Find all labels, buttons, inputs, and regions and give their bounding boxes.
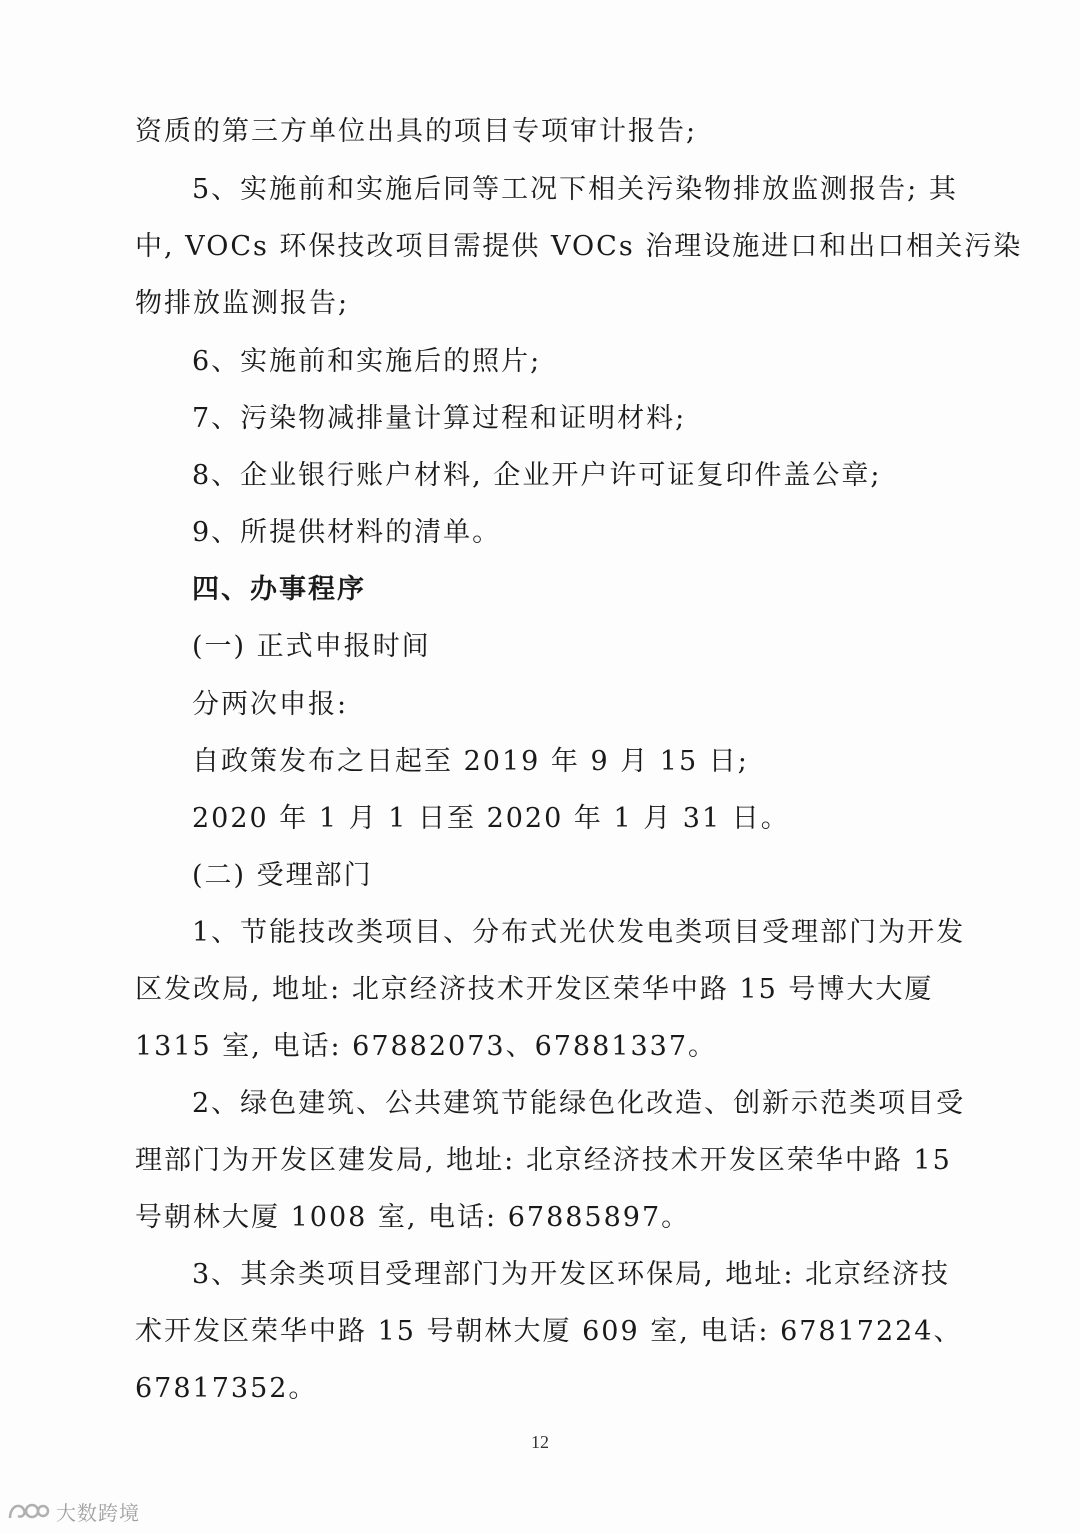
body-line-17: 1315 室, 电话: 67882073、67881337。 (135, 1031, 717, 1062)
list-item-8: 8、企业银行账户材料, 企业开户许可证复印件盖公章; (192, 460, 882, 491)
list-item-9: 9、所提供材料的清单。 (192, 517, 502, 548)
body-line-13: 2020 年 1 月 1 日至 2020 年 1 月 31 日。 (192, 803, 790, 834)
list-item-2: 2、绿色建筑、公共建筑节能绿色化改造、创新示范类项目受 (192, 1088, 966, 1119)
section-heading: 四、办事程序 (192, 574, 366, 605)
body-line-20: 号朝林大厦 1008 室, 电话: 67885897。 (135, 1202, 691, 1233)
page-number: 12 (531, 1432, 549, 1452)
body-line-11: 分两次申报: (192, 689, 349, 720)
body-line-1: 资质的第三方单位出具的项目专项审计报告; (135, 116, 698, 147)
body-line-22: 术开发区荣华中路 15 号朝林大厦 609 室, 电话: 67817224、 (135, 1316, 963, 1347)
list-item-6: 6、实施前和实施后的照片; (192, 346, 542, 377)
body-line-3: 中, VOCs 环保技改项目需提供 VOCs 治理设施进口和出口相关污染 (135, 231, 1023, 262)
list-item-5: 5、实施前和实施后同等工况下相关污染物排放监测报告; 其 (192, 174, 958, 205)
list-item-1: 1、节能技改类项目、分布式光伏发电类项目受理部门为开发 (192, 917, 966, 948)
subsection-heading-2: (二) 受理部门 (192, 860, 373, 891)
body-line-16: 区发改局, 地址: 北京经济技术开发区荣华中路 15 号博大大厦 (135, 974, 934, 1005)
watermark-text: 大数跨境 (56, 1500, 140, 1525)
body-line-23: 67817352。 (135, 1373, 318, 1404)
list-item-7: 7、污染物减排量计算过程和证明材料; (192, 403, 687, 434)
watermark (6, 1496, 140, 1526)
list-item-3: 3、其余类项目受理部门为开发区环保局, 地址: 北京经济技 (192, 1259, 951, 1290)
subsection-heading-1: (一) 正式申报时间 (192, 631, 431, 662)
body-line-19: 理部门为开发区建发局, 地址: 北京经济技术开发区荣华中路 15 (135, 1145, 952, 1176)
brand-logo-icon (6, 1498, 50, 1524)
body-line-4: 物排放监测报告; (135, 288, 350, 319)
body-line-12: 自政策发布之日起至 2019 年 9 月 15 日; (192, 746, 749, 777)
